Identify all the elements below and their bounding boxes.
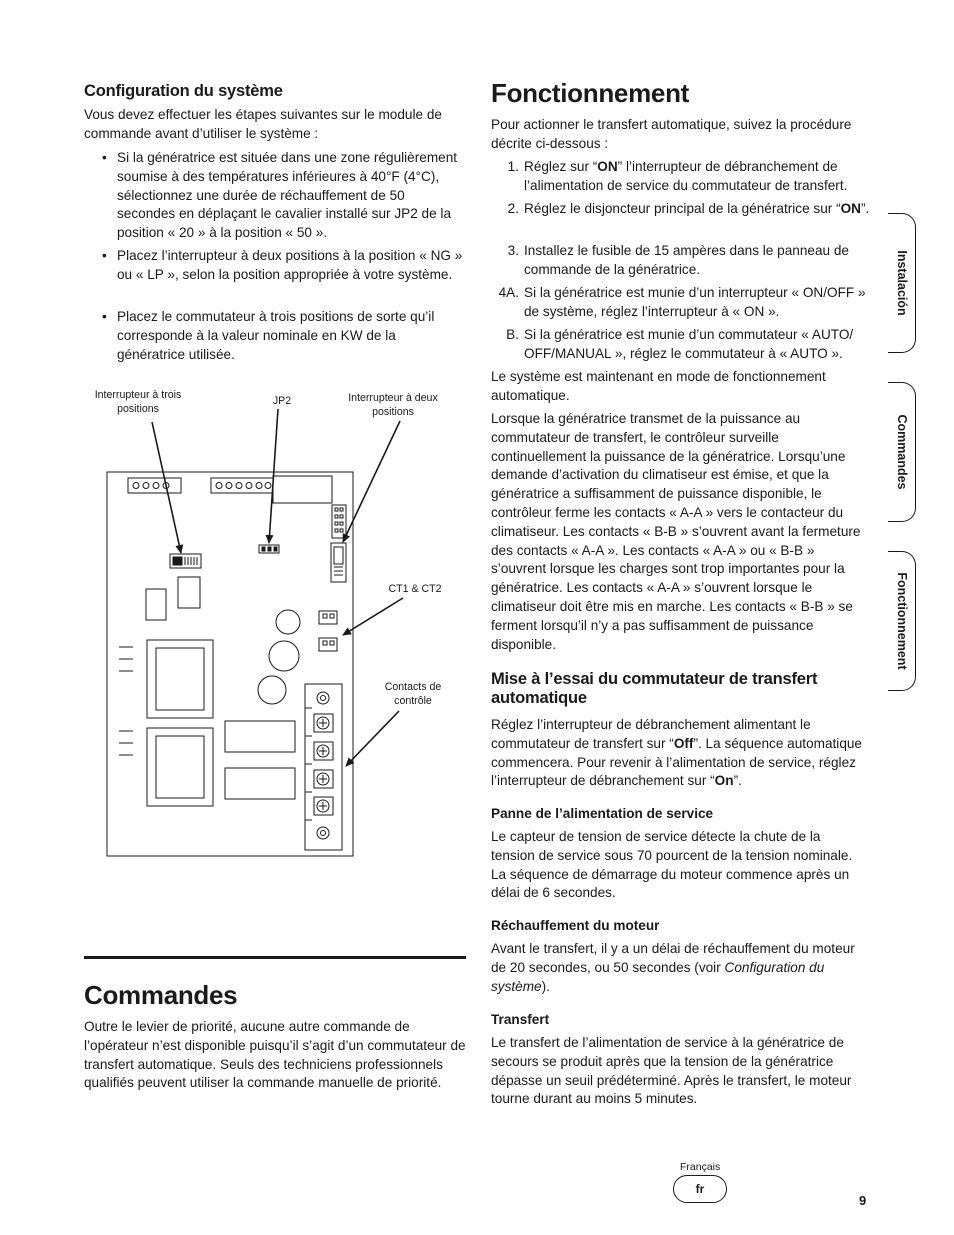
label-three-position-switch: Interrupteur à trois positions — [94, 389, 182, 415]
tab-fonctionnement[interactable]: Fonctionnement — [888, 551, 916, 691]
commandes-heading: Commandes — [84, 980, 238, 1010]
two-position-switch — [331, 543, 346, 582]
page-number: 9 — [859, 1193, 867, 1208]
bullet-dot: • — [102, 248, 107, 263]
step-number: 3. — [507, 243, 519, 258]
bullet-dot: • — [102, 309, 107, 324]
panne-heading: Panne de l’alimentation de service — [491, 806, 714, 821]
arrow-contacts — [346, 711, 399, 766]
tab-instalacion[interactable]: Instalación — [888, 213, 916, 353]
label-ct1-ct2: CT1 & CT2 — [388, 583, 442, 595]
test-heading: Mise à l’essai du commutateur de transfert automatique — [491, 670, 818, 707]
board-outline — [107, 472, 353, 856]
tab-commandes[interactable]: Commandes — [888, 382, 916, 522]
step-number: 4A. — [498, 285, 519, 300]
mode-text: Le système est maintenant en mode de fonctionnement automatique. — [491, 369, 826, 403]
config-intro: Vous devez effectuer les étapes suivantes sur le module de commande avant d’utiliser le système : — [84, 107, 442, 141]
panne-text: Le capteur de tension de service détecte la chute de la tension de service sous 70 pourcent de la tension nominale. La séquence de démarrage du moteur commence après un délai de 6 secondes. — [491, 829, 853, 901]
step-number: 2. — [507, 201, 519, 216]
label-two-position-switch: Interrupteur à deux positions — [348, 392, 438, 418]
language-label: Français — [680, 1161, 721, 1173]
label-jp2: JP2 — [272, 395, 292, 407]
section-divider — [84, 956, 466, 959]
terminal-block — [305, 684, 342, 850]
step-item: B. Si la génératrice est munie d’un commutateur « AUTO/ OFF/MANUAL », réglez le commutateur à « AUTO ». — [491, 326, 871, 364]
bullet-text: Placez le commutateur à trois positions de sorte qu’il corresponde à la valeur nominale en KW de la génératrice utilisée. — [117, 309, 435, 362]
step-item: 1. Réglez sur “ON” l’interrupteur de débranchement de l’alimentation de service du commutateur de transfert. — [491, 158, 871, 196]
bullet-text: Si la génératrice est située dans une zone régulièrement soumise à des températures inférieures à 40°F (4°C), sélectionnez une durée de réchauffement de 50 secondes en déplaçant le cavalier installé sur JP2 de la position « 20 » à la position « 50 ». — [117, 150, 458, 241]
step-item: 3. Installez le fusible de 15 ampères dans le panneau de commande de la génératrice. — [491, 242, 871, 280]
bullet-dot: • — [102, 150, 107, 165]
pin-header — [332, 505, 346, 538]
label-control-contacts: Contacts de contrôle — [384, 681, 442, 707]
config-heading: Configuration du système — [84, 82, 283, 100]
transfert-text: Le transfert de l’alimentation de service à la génératrice de secours se produit après que la tension de la génératrice dépasse un seuil prédéterminé. Après le transfert, le moteur tourne durant au moins 5 minutes. — [491, 1035, 852, 1107]
step-item: 4A. Si la génératrice est munie d’un interrupteur « ON/OFF » de système, réglez l’interrupteur à « ON ». — [491, 284, 871, 322]
bullet-text: Placez l’interrupteur à deux positions à la position « NG » ou « LP », selon la position appropriée à votre système. — [117, 248, 463, 282]
connector-block — [128, 478, 181, 493]
step-number: B. — [506, 327, 519, 342]
rechauffement-heading: Réchauffement du moteur — [491, 918, 660, 933]
commandes-text: Outre le levier de priorité, aucune autre commande de l’opérateur n’est disponible puisqu’il s’agit d’un commutateur de transfert automatique. Seuls des techniciens professionnels qualifiés peuvent utiliser la commande manuelle de priorité. — [84, 1019, 466, 1091]
transfert-heading: Transfert — [491, 1012, 550, 1027]
transfer-description: Lorsque la génératrice transmet de la puissance au commutateur de transfert, le contrôleur surveille continuellement la puissance de la génératrice. Lorsqu’une demande d’activation du climatiseur est émise, et que la génératrice a suffisamment de puissance disponible, le contrôleur ferme les contacts « A-A » vers le contacteur du climatiseur. Les contacts « B-B » s’ouvrent avant la fermeture des contacts « A-A ». Les contacts « A-A » ou « B-B » s’ouvrent lorsque les charges sont trop importantes pour la génératrice. Les contacts « A-A » s’ouvrent lorsque le climatiseur doit être mis en marche. Les contacts « B-B » se ferment lorsqu’il n’y a pas suffisamment de puissance disponible. — [491, 411, 861, 652]
arrow-two-switch — [343, 421, 400, 542]
fonctionnement-heading: Fonctionnement — [491, 78, 690, 108]
step-number: 1. — [507, 159, 519, 174]
arrow-ct — [343, 598, 403, 635]
step-item: 2. Réglez le disjoncteur principal de la génératrice sur “ON”. — [491, 200, 871, 219]
rechauffement-text: Avant le transfert, il y a un délai de réchauffement du moteur de 20 secondes, ou 50 secondes (voir Configuration du système). — [491, 941, 855, 994]
fonctionnement-intro: Pour actionner le transfert automatique, suivez la procédure décrite ci-dessous : — [491, 117, 852, 151]
arrow-three-switch — [152, 422, 181, 553]
language-badge: fr — [673, 1175, 727, 1203]
test-text: Réglez l’interrupteur de débranchement alimentant le commutateur de transfert sur “Off”. La séquence automatique commencera. Pour revenir à l’alimentation de service, réglez l’interrupteur de débranchement sur “On”. — [491, 717, 862, 789]
